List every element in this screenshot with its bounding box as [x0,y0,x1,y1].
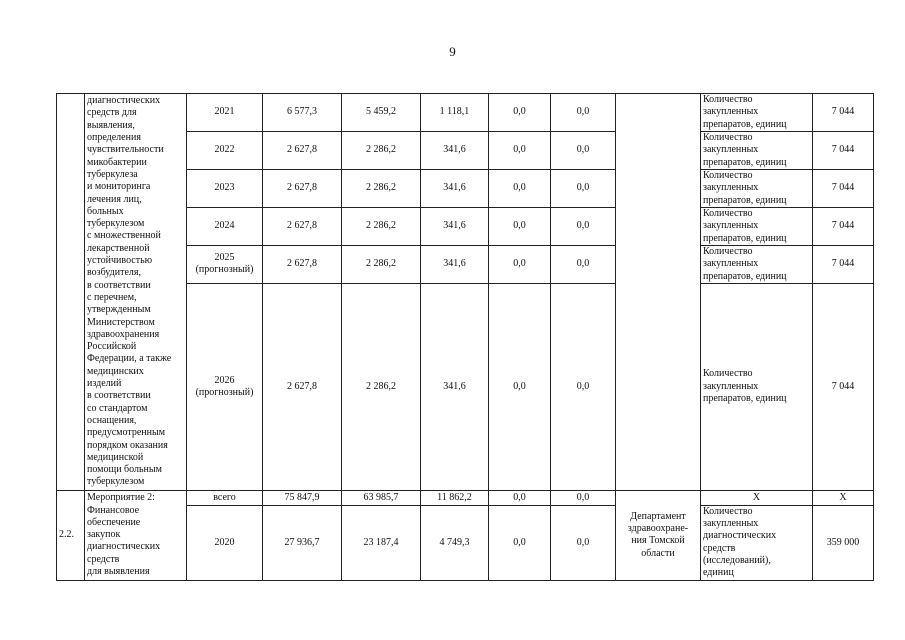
other-cell: 0,0 [551,505,616,580]
value-cell: 7 044 [813,245,874,283]
local-cell: 0,0 [489,505,551,580]
local-cell: 0,0 [489,490,551,505]
year-cell: всего [187,490,263,505]
number-cell [57,94,85,491]
year-cell: 2022 [214,144,235,156]
total-cell: 6 577,3 [263,94,342,132]
indicator-cell: Количество закупленных препаратов, единиц [703,368,787,405]
regional-cell: 341,6 [421,131,489,169]
value-cell: 7 044 [813,131,874,169]
regional-cell: 341,6 [421,207,489,245]
program-activities-table [56,93,874,581]
value-cell: Х [813,490,874,505]
regional-cell: 341,6 [421,169,489,207]
year-cell: 2025 (прогнозный) [195,252,254,276]
value-cell: 7 044 [813,283,874,490]
indicator-cell: Количество закупленных диагностических средств (исследований), единиц [703,505,777,579]
activity-name: диагностических средств для выявления, определения чувствительности микобактерии туберкулеза и мониторинга лечения лиц, больных туберкулезом с множественной лекарственной устойчивостью возбудителя, в соответствии с перечнем, утвержденным Министерством здравоохранения Российской Федерации, а также медицинских изделий в соответствии со стандартом оснащения, предусмотренным порядком оказания медицинской помощи больным туберкулезом [87,95,172,488]
total-cell: 2 627,8 [263,131,342,169]
executor-cell [616,94,701,491]
year-cell: 2024 [214,220,235,232]
local-cell: 0,0 [489,131,551,169]
federal-cell: 2 286,2 [342,131,421,169]
federal-cell: 63 985,7 [342,490,421,505]
federal-cell: 5 459,2 [342,94,421,132]
value-cell: 7 044 [813,207,874,245]
indicator-cell: Количество закупленных препаратов, единиц [703,94,787,130]
other-cell: 0,0 [551,207,616,245]
year-cell: 2021 [214,106,235,118]
federal-cell: 2 286,2 [342,283,421,490]
year-cell: 2023 [214,182,235,194]
other-cell: 0,0 [551,490,616,505]
activity-name: Мероприятие 2: Финансовое обеспечение закупок диагностических средств для выявления [87,492,161,578]
table-row [57,490,874,505]
total-cell: 2 627,8 [263,169,342,207]
value-cell: 7 044 [813,94,874,132]
indicator-cell: Количество закупленных препаратов, единиц [703,207,787,244]
total-cell: 75 847,9 [263,490,342,505]
total-cell: 2 627,8 [263,245,342,283]
other-cell: 0,0 [551,283,616,490]
other-cell: 0,0 [551,245,616,283]
other-cell: 0,0 [551,169,616,207]
federal-cell: 2 286,2 [342,207,421,245]
executor-cell: Департамент здравоохране- ния Томской области [627,510,689,559]
local-cell: 0,0 [489,169,551,207]
activity-name-cell [85,94,187,491]
local-cell: 0,0 [489,94,551,132]
indicator-cell: Количество закупленных препаратов, единиц [703,131,787,168]
other-cell: 0,0 [551,94,616,132]
federal-cell: 2 286,2 [342,169,421,207]
total-cell: 2 627,8 [263,283,342,490]
federal-cell: 2 286,2 [342,245,421,283]
other-cell: 0,0 [551,131,616,169]
regional-cell: 341,6 [421,245,489,283]
number-cell: 2.2. [57,490,85,580]
year-cell: 2020 [187,505,263,580]
table-row [57,94,874,132]
local-cell: 0,0 [489,207,551,245]
indicator-cell: Количество закупленных препаратов, единиц [703,245,787,282]
indicator-cell: Количество закупленных препаратов, единиц [703,169,787,206]
regional-cell: 4 749,3 [421,505,489,580]
regional-cell: 11 862,2 [421,490,489,505]
year-cell: 2026 (прогнозный) [195,374,254,398]
total-cell: 2 627,8 [263,207,342,245]
regional-cell: 341,6 [421,283,489,490]
value-cell: 7 044 [813,169,874,207]
regional-cell: 1 118,1 [421,94,489,132]
total-cell: 27 936,7 [263,505,342,580]
page-number: 9 [449,44,456,59]
indicator-cell: Х [701,490,813,505]
local-cell: 0,0 [489,283,551,490]
local-cell: 0,0 [489,245,551,283]
federal-cell: 23 187,4 [342,505,421,580]
value-cell: 359 000 [813,505,874,580]
